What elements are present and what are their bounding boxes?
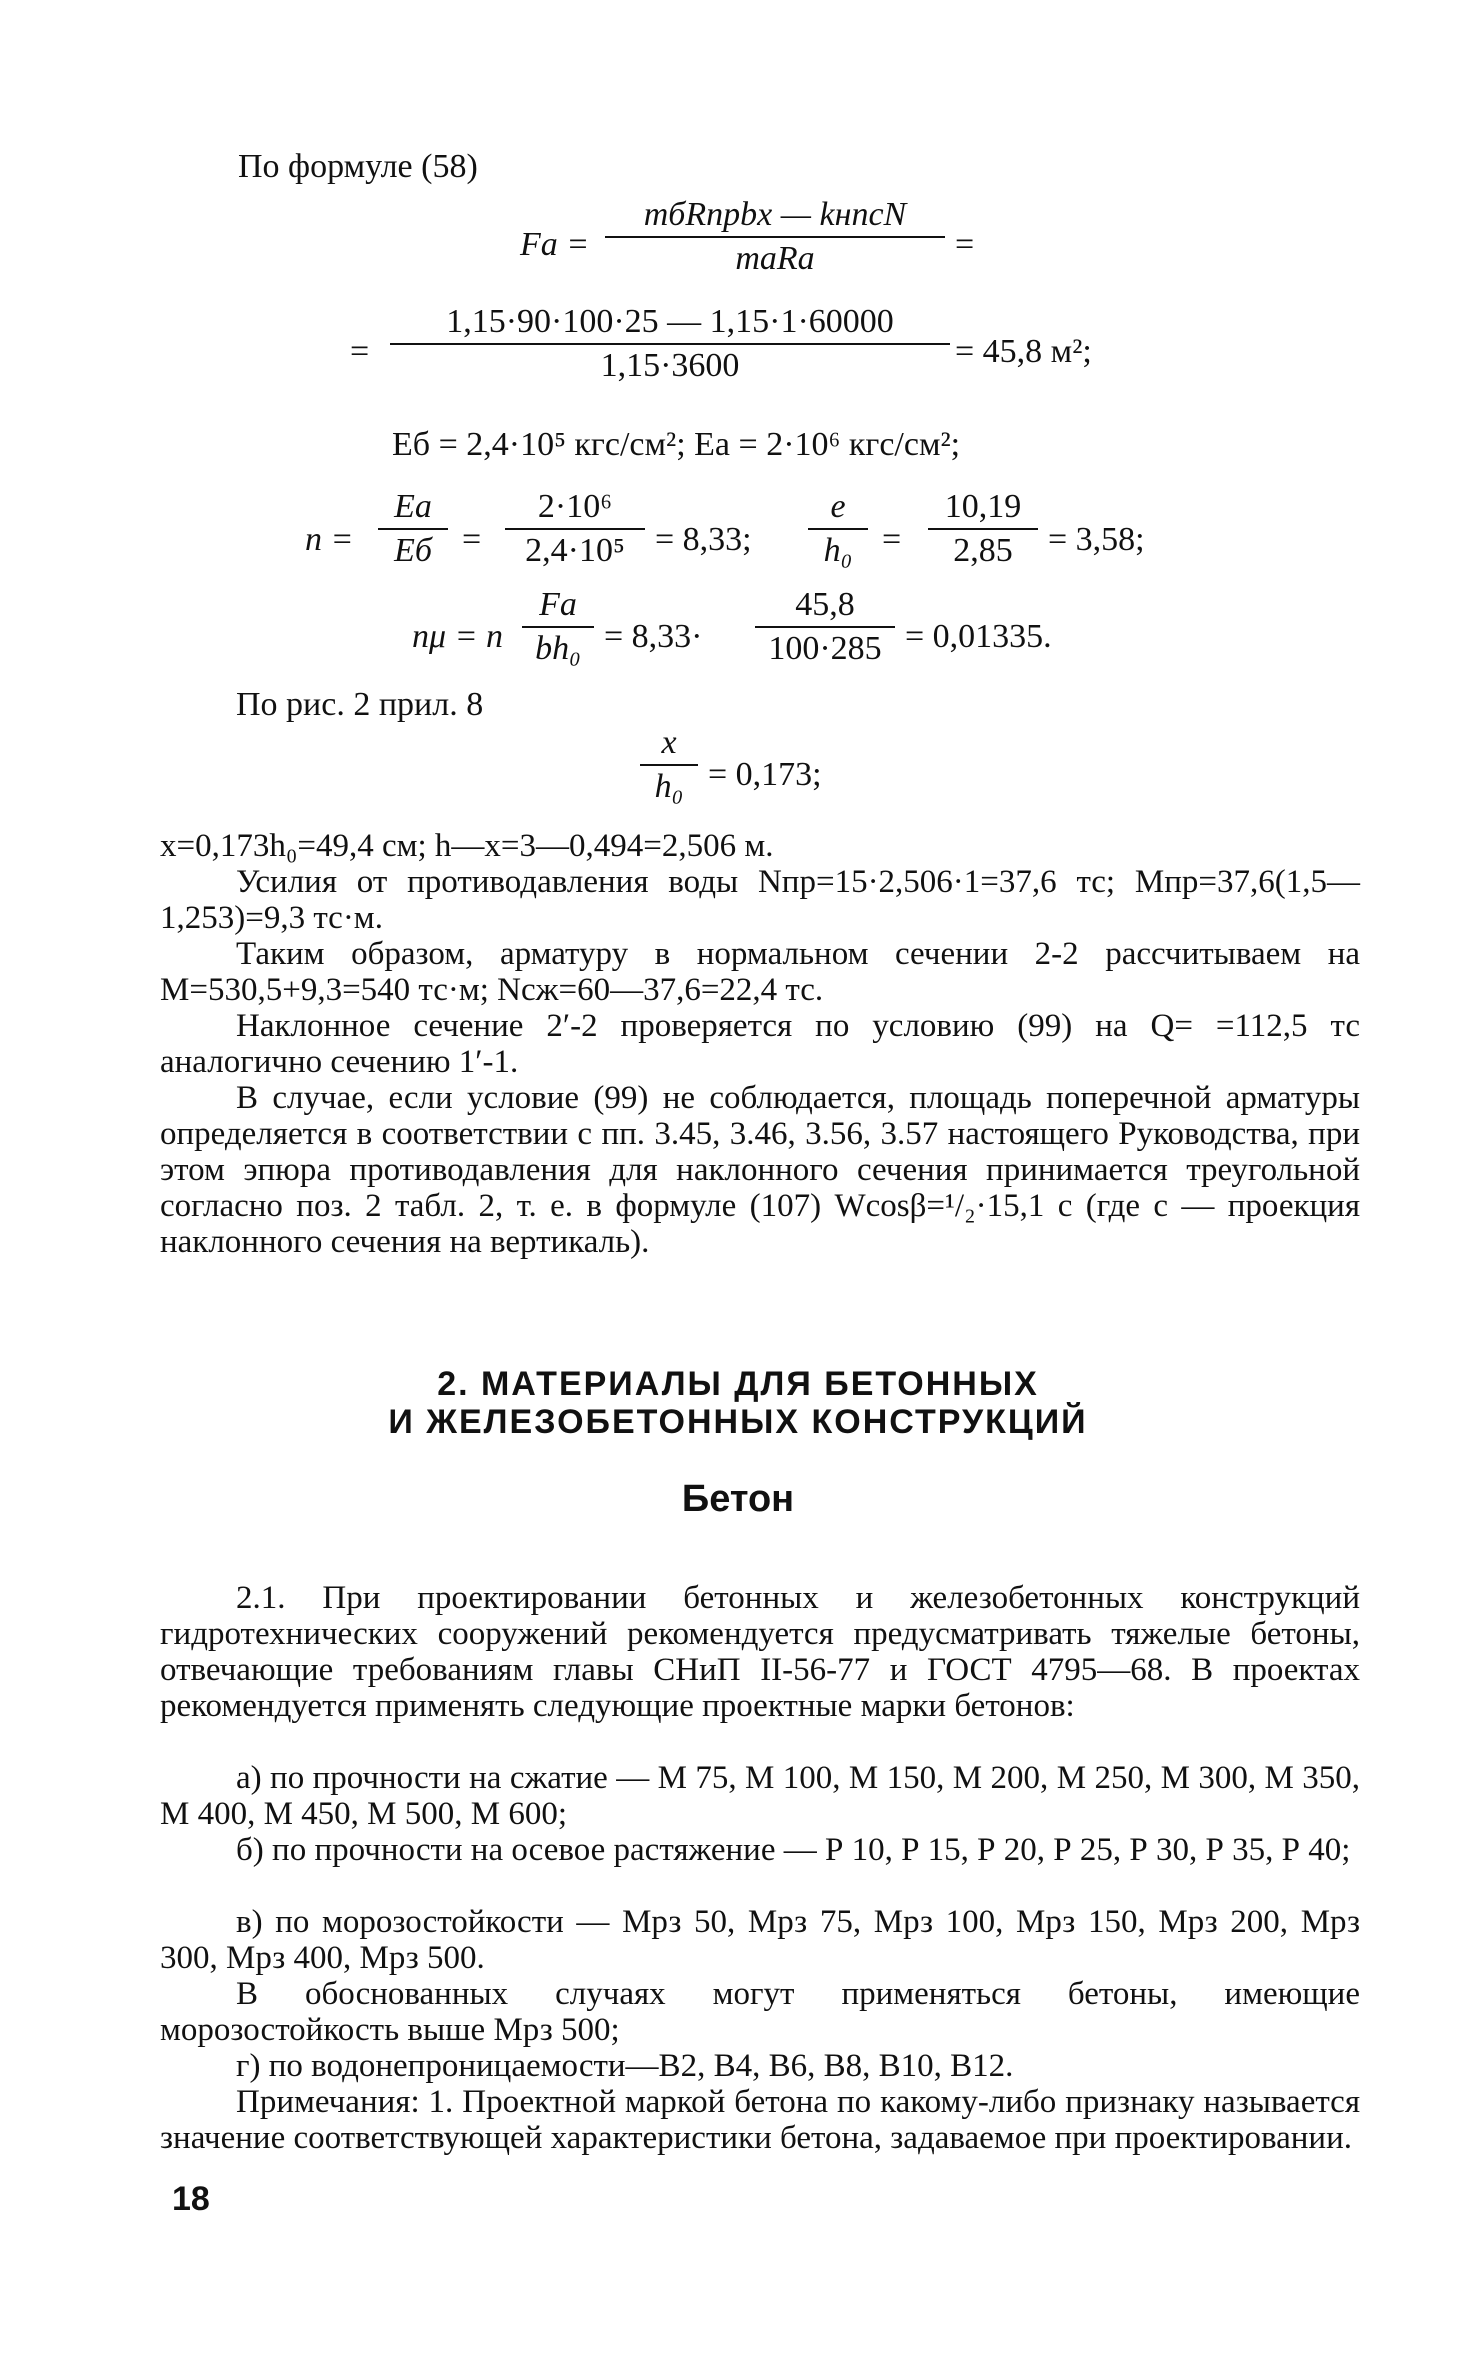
paragraph-inclined-section: Наклонное сечение 2′-2 проверяется по условию (99) на Q= =112,5 тс аналогично сечению 1′-1. — [160, 1008, 1360, 1080]
formula-n-eq: = — [462, 521, 482, 558]
formula-x-result: = 0,173; — [708, 756, 822, 793]
formula-n-result: = 8,33; — [655, 521, 752, 558]
formula-e-result: = 3,58; — [1048, 521, 1145, 558]
formula-fa-eq: = — [955, 226, 975, 263]
formula-x-numerator: x — [661, 724, 677, 761]
formula-mu-fraction-2 — [755, 588, 895, 666]
formula-e-denominator: h₀ — [808, 528, 868, 568]
formula-e-value-denominator: 2,85 — [928, 528, 1038, 568]
formula-n-lhs: n = — [305, 521, 354, 558]
list-item-a: а) по прочности на сжатие — М 75, М 100, М 150, М 200, М 250, М 300, М 350, М 400, М 450, М 500, М 600; — [160, 1760, 1360, 1832]
list-item-g: г) по водонепроницаемости—В2, В4, В6, В8, В10, В12. — [236, 2048, 1014, 2084]
formula-mu-lhs: nμ = n — [412, 618, 504, 655]
formula-fa-lhs: Fa = — [520, 226, 590, 263]
formula-mu-f2-numerator: 45,8 — [795, 586, 855, 623]
paragraph-frost-resistance: В обоснованных случаях могут применяться бетоны, имеющие морозостойкость выше Мрз 500; — [160, 1976, 1360, 2048]
section-heading-line-1: 2. МАТЕРИАЛЫ ДЛЯ БЕТОННЫХ — [437, 1365, 1039, 1403]
formula-fa-denominator: maRa — [605, 236, 945, 276]
formula-n-fraction-1 — [378, 490, 448, 568]
page-number: 18 — [172, 2180, 210, 2218]
formula-mu-result: = 0,01335. — [905, 618, 1052, 655]
paragraph-condition-99: В случае, если условие (99) не соблюдается, площадь поперечной арматуры определяется в соответствии с пп. 3.45, 3.46, 3.56, 3.57 настоящего Руководства, при этом эпюра противодавления для наклонного сечения принимается треугольной согласно поз. 2 табл. 2, т. е. в формуле (107) Wcosβ=¹/₂·15,1 c (где c — проекция наклонного сечения на вертикаль). — [160, 1080, 1360, 1260]
formula-e-numerator: e — [830, 488, 846, 525]
formula-n-fraction-2 — [505, 490, 645, 568]
formula-numeric-fraction — [390, 305, 950, 383]
formula-n-f1-numerator: Ea — [394, 488, 432, 525]
formula-intro: По формуле (58) — [238, 148, 478, 185]
formula-e-eq: = — [882, 521, 902, 558]
paragraph-uplift-forces: Усилия от противодавления воды Nпр=15·2,506·1=37,6 тс; Mпр=37,6(1,5—1,253)=9,3 тс·м. — [160, 864, 1360, 936]
formula-numeric-denominator: 1,15·3600 — [390, 343, 950, 383]
figure-reference: По рис. 2 прил. 8 — [236, 686, 484, 723]
paragraph-2-1: 2.1. При проектировании бетонных и железобетонных конструкций гидротехнических сооружений рекомендуется предусматривать тяжелые бетоны, отвечающие требованиям главы СНиП II-56-77 и ГОСТ 4795—68. В проектах рекомендуется применять следующие проектные марки бетонов: — [160, 1580, 1360, 1724]
formula-mu-f1-numerator: Fa — [539, 586, 577, 623]
section-heading-line-2: И ЖЕЛЕЗОБЕТОННЫХ КОНСТРУКЦИЙ — [388, 1403, 1088, 1441]
formula-mu-fraction-1 — [522, 588, 594, 666]
paragraph-x-value: x=0,173h₀=49,4 см; h—x=3—0,494=2,506 м. — [160, 828, 774, 864]
formula-fa-numerator: mбRпрbx — kнncN — [643, 196, 907, 233]
formula-e-value-numerator: 10,19 — [944, 488, 1022, 525]
formula-num-lead: = — [350, 333, 370, 370]
formula-fa-fraction — [605, 198, 945, 276]
formula-e-fraction — [808, 490, 868, 568]
formula-x-fraction — [640, 726, 698, 804]
formula-n-f2-numerator: 2·10⁶ — [537, 488, 613, 525]
paragraph-notes: Примечания: 1. Проектной маркой бетона по какому-либо признаку называется значение соответствующей характеристики бетона, задаваемое при проектировании. — [160, 2084, 1360, 2156]
section-subheading: Бетон — [681, 1478, 795, 1520]
formula-x-denominator: h₀ — [640, 764, 698, 804]
formula-numeric-numerator: 1,15·90·100·25 — 1,15·1·60000 — [446, 303, 894, 340]
paragraph-normal-section: Таким образом, арматуру в нормальном сечении 2-2 рассчитываем на M=530,5+9,3=540 тс·м; Nсж=60—37,6=22,4 тс. — [160, 936, 1360, 1008]
formula-mu-f2-denominator: 100·285 — [755, 626, 895, 666]
formula-num-result: = 45,8 м²; — [955, 333, 1092, 370]
formula-n-f2-denominator: 2,4·10⁵ — [505, 528, 645, 568]
formula-mu-f1-denominator: bh₀ — [522, 626, 594, 666]
formula-moduli: Eб = 2,4·10⁵ кгс/см²; Ea = 2·10⁶ кгс/см²; — [392, 426, 961, 463]
list-item-b: б) по прочности на осевое растяжение — Р 10, Р 15, Р 20, Р 25, Р 30, Р 35, Р 40; — [236, 1832, 1351, 1868]
formula-e-value-fraction — [928, 490, 1038, 568]
formula-n-f1-denominator: Eб — [378, 528, 448, 568]
list-item-v: в) по морозостойкости — Мрз 50, Мрз 75, Мрз 100, Мрз 150, Мрз 200, Мрз 300, Мрз 400, Мрз 500. — [160, 1904, 1360, 1976]
formula-mu-mid: = 8,33· — [604, 618, 703, 655]
